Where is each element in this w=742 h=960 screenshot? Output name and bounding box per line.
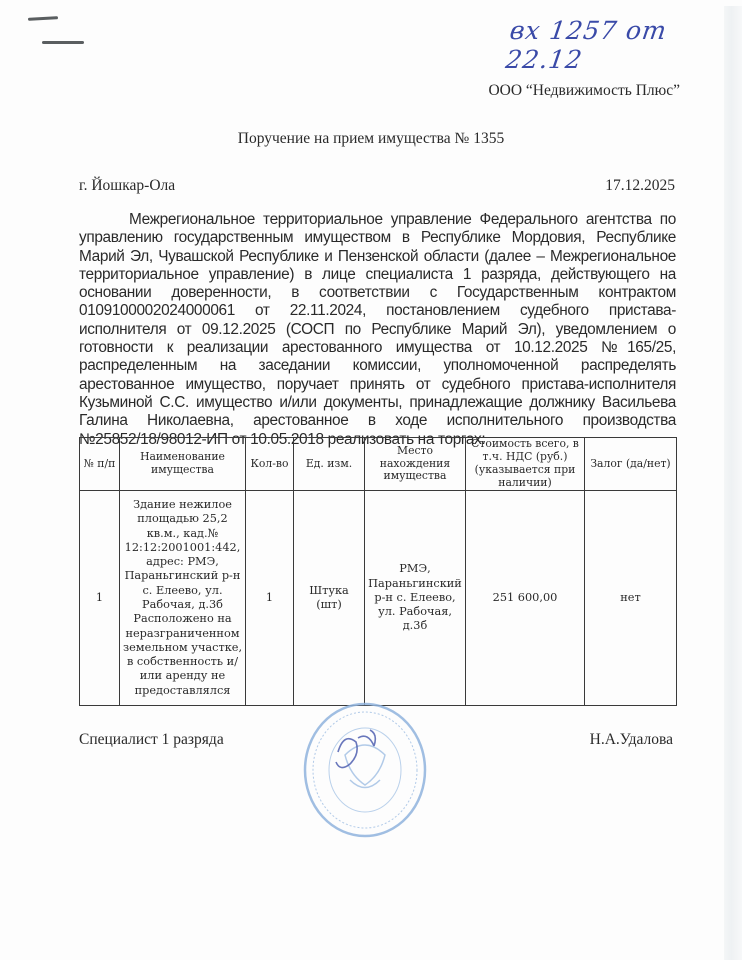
signatory-name: Н.А.Удалова: [589, 731, 673, 748]
scan-edge-shadow: [724, 6, 742, 960]
header-name: Наименование имущества: [120, 438, 246, 491]
cell-unit: Штука (шт): [294, 491, 365, 706]
header-unit: Ед. изм.: [294, 438, 365, 491]
cell-name: Здание нежилое площадью 25,2 кв.м., кад.№ 12:12:2001001:442, адрес: РМЭ, Параньгинский р-н с. Елеево, ул. Рабочая, д.3б Расположено на неразграниченном земельном участке, в собственность и/или аренду не предоставлялся: [120, 491, 246, 706]
header-num: № п/п: [80, 438, 120, 491]
staple-mark: [28, 16, 58, 21]
body-paragraph: [79, 211, 676, 449]
signatory-role: Специалист 1 разряда: [79, 731, 224, 748]
city: г. Йошкар-Ола: [79, 177, 176, 194]
table-row: [80, 491, 677, 706]
cell-cost: 251 600,00: [466, 491, 585, 706]
signature-scribble: [336, 730, 375, 768]
official-stamp-icon: [300, 700, 430, 840]
body-paragraph-text: Межрегиональное территориальное управление Федерального агентства по управлению государственным имуществом в Республике Мордовия, Республике Марий Эл, Чувашской Республике и Пензенской области (далее – Межрегиональное территориальное управление) в лице специалиста 1 разряда, действующего на основании доверенности, в соответствии с Государственным контрактом 0109100002024000061 от 22.11.2024, постановлением судебного пристава-исполнителя от 09.12.2025 (СОСП по Республике Марий Эл), уведомлением о готовности к реализации арестованного имущества от 10.12.2025 №165/25, распределенным на заседании комиссии, уполномоченной распределять арестованное имущество, поручает принять от судебного пристава-исполнителя Кузьминой С.С. имущество и/или документы, принадлежащие должнику Васильева Галина Николаевна, арестованное в ходе исполнительного производства №25852/18/98012-ИП от 10.05.2018 реализовать на торгах:: [79, 211, 676, 448]
header-qty: Кол-во: [246, 438, 294, 491]
cell-pledge: нет: [585, 491, 677, 706]
property-table: [79, 437, 677, 706]
header-cost: Стоимость всего, в т.ч. НДС (руб.) (указывается при наличии): [466, 438, 585, 491]
cell-qty: 1: [246, 491, 294, 706]
document-title: Поручение на прием имущества № 1355: [237, 130, 505, 147]
cell-num: 1: [80, 491, 120, 706]
header-pledge: Залог (да/нет): [585, 438, 677, 491]
handwritten-registration-note: вх 1257 от 22.12: [503, 16, 670, 74]
table-header-row: [80, 438, 677, 491]
document-date: 17.12.2025: [605, 177, 675, 194]
recipient: ООО “Недвижимость Плюс”: [488, 82, 680, 99]
header-location: Место нахождения имущества: [365, 438, 466, 491]
cell-location: РМЭ, Параньгинский р-н с. Елеево, ул. Рабочая, д.3б: [365, 491, 466, 706]
staple-mark: [42, 41, 84, 44]
